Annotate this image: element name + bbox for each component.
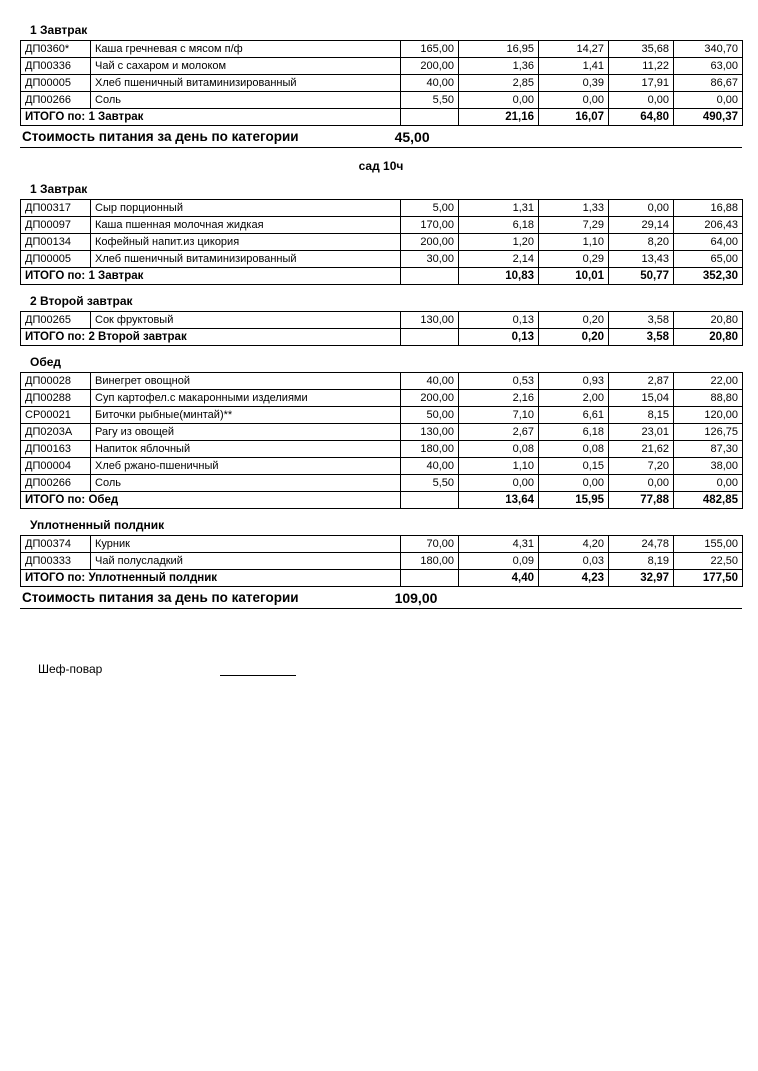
cell-qty: 5,50 [401, 92, 459, 109]
menu-table [20, 199, 743, 285]
cell-value: 6,61 [539, 407, 609, 424]
table-row [21, 92, 743, 109]
total-value: 4,23 [539, 570, 609, 587]
table-row [21, 58, 743, 75]
cell-value: 4,31 [459, 536, 539, 553]
cell-value: 0,00 [674, 475, 743, 492]
cell-value: 206,43 [674, 217, 743, 234]
cell-qty: 40,00 [401, 373, 459, 390]
cell-value: 0,13 [459, 312, 539, 329]
table-row [21, 424, 743, 441]
cell-code: ДП00266 [21, 92, 91, 109]
cell-code: ДП00288 [21, 390, 91, 407]
total-row [21, 570, 743, 587]
cell-code: ДП00317 [21, 200, 91, 217]
cell-name: Биточки рыбные(минтай)** [91, 407, 401, 424]
cell-value: 11,22 [609, 58, 674, 75]
cell-value: 0,03 [539, 553, 609, 570]
total-value: 32,97 [609, 570, 674, 587]
cell-name: Сыр порционный [91, 200, 401, 217]
cell-value: 0,15 [539, 458, 609, 475]
menu-table [20, 535, 743, 587]
cell-qty: 5,50 [401, 475, 459, 492]
total-label: ИТОГО по: 2 Второй завтрак [21, 329, 401, 346]
cell-qty: 180,00 [401, 441, 459, 458]
cell-name: Каша пшенная молочная жидкая [91, 217, 401, 234]
section-title: Уплотненный полдник [30, 518, 165, 532]
cell-qty: 40,00 [401, 458, 459, 475]
total-value: 490,37 [674, 109, 743, 126]
cell-value: 22,50 [674, 553, 743, 570]
cell-value: 0,00 [539, 475, 609, 492]
total-value: 3,58 [609, 329, 674, 346]
total-value: 10,83 [459, 268, 539, 285]
total-label: ИТОГО по: 1 Завтрак [21, 268, 401, 285]
total-row [21, 109, 743, 126]
cell-value: 0,00 [609, 200, 674, 217]
section-title: 2 Второй завтрак [30, 294, 133, 308]
cell-value: 2,87 [609, 373, 674, 390]
cell-name: Хлеб пшеничный витаминизированный [91, 75, 401, 92]
total-label: ИТОГО по: 1 Завтрак [21, 109, 401, 126]
cell-value: 155,00 [674, 536, 743, 553]
total-qty-empty [401, 570, 459, 587]
day-cost-value: 109,00 [394, 589, 438, 606]
day-cost-row [20, 587, 742, 609]
cell-name: Хлеб ржано-пшеничный [91, 458, 401, 475]
cell-name: Чай с сахаром и молоком [91, 58, 401, 75]
cell-value: 64,00 [674, 234, 743, 251]
cell-code: ДП00163 [21, 441, 91, 458]
cell-qty: 170,00 [401, 217, 459, 234]
cell-value: 0,00 [459, 475, 539, 492]
section-title: 1 Завтрак [30, 182, 88, 196]
cell-code: ДП00134 [21, 234, 91, 251]
total-label: ИТОГО по: Обед [21, 492, 401, 509]
cell-value: 2,00 [539, 390, 609, 407]
total-value: 10,01 [539, 268, 609, 285]
day-cost-value: 45,00 [394, 128, 430, 145]
cell-value: 3,58 [609, 312, 674, 329]
cell-code: ДП00266 [21, 475, 91, 492]
cell-code: ДП00336 [21, 58, 91, 75]
cell-value: 16,88 [674, 200, 743, 217]
day-cost-row [20, 126, 742, 148]
table-row [21, 407, 743, 424]
day-cost-label: Стоимость питания за день по категории [22, 129, 299, 144]
cell-qty: 130,00 [401, 312, 459, 329]
total-value: 0,20 [539, 329, 609, 346]
total-qty-empty [401, 109, 459, 126]
cell-value: 20,80 [674, 312, 743, 329]
cell-code: ДП00005 [21, 251, 91, 268]
cell-qty: 130,00 [401, 424, 459, 441]
total-qty-empty [401, 268, 459, 285]
signature-row [38, 661, 758, 676]
table-row [21, 41, 743, 58]
total-value: 482,85 [674, 492, 743, 509]
cell-value: 2,16 [459, 390, 539, 407]
cell-code: СР00021 [21, 407, 91, 424]
cell-value: 0,00 [674, 92, 743, 109]
cell-qty: 70,00 [401, 536, 459, 553]
total-value: 13,64 [459, 492, 539, 509]
cell-value: 6,18 [459, 217, 539, 234]
menu-table [20, 372, 743, 509]
cell-value: 16,95 [459, 41, 539, 58]
table-row [21, 553, 743, 570]
table-row [21, 475, 743, 492]
cell-code: ДП00004 [21, 458, 91, 475]
cell-code: ДП00097 [21, 217, 91, 234]
total-value: 0,13 [459, 329, 539, 346]
cell-value: 0,39 [539, 75, 609, 92]
cell-code: ДП0360* [21, 41, 91, 58]
cell-value: 7,29 [539, 217, 609, 234]
cell-name: Каша гречневая с мясом п/ф [91, 41, 401, 58]
cell-code: ДП00005 [21, 75, 91, 92]
cell-value: 15,04 [609, 390, 674, 407]
cell-value: 29,14 [609, 217, 674, 234]
menu-table [20, 40, 743, 126]
cell-name: Чай полусладкий [91, 553, 401, 570]
cell-code: ДП00374 [21, 536, 91, 553]
cell-name: Суп картофел.с макаронными изделиями [91, 390, 401, 407]
total-value: 15,95 [539, 492, 609, 509]
cell-value: 88,80 [674, 390, 743, 407]
cell-name: Соль [91, 92, 401, 109]
cell-value: 86,67 [674, 75, 743, 92]
cell-value: 63,00 [674, 58, 743, 75]
cell-value: 0,08 [459, 441, 539, 458]
total-value: 21,16 [459, 109, 539, 126]
total-row [21, 268, 743, 285]
section-title: 1 Завтрак [30, 23, 88, 37]
table-row [21, 75, 743, 92]
total-value: 16,07 [539, 109, 609, 126]
table-row [21, 217, 743, 234]
total-value: 4,40 [459, 570, 539, 587]
cell-name: Соль [91, 475, 401, 492]
cell-value: 120,00 [674, 407, 743, 424]
cell-name: Напиток яблочный [91, 441, 401, 458]
cell-value: 14,27 [539, 41, 609, 58]
cell-value: 8,19 [609, 553, 674, 570]
table-row [21, 234, 743, 251]
cell-value: 1,31 [459, 200, 539, 217]
cell-value: 35,68 [609, 41, 674, 58]
cell-value: 24,78 [609, 536, 674, 553]
cell-qty: 30,00 [401, 251, 459, 268]
cell-name: Винегрет овощной [91, 373, 401, 390]
cell-value: 0,53 [459, 373, 539, 390]
cell-value: 38,00 [674, 458, 743, 475]
cell-value: 4,20 [539, 536, 609, 553]
day-cost-label: Стоимость питания за день по категории [22, 590, 299, 605]
cell-name: Хлеб пшеничный витаминизированный [91, 251, 401, 268]
total-value: 20,80 [674, 329, 743, 346]
cell-value: 2,85 [459, 75, 539, 92]
cell-value: 1,10 [459, 458, 539, 475]
cell-name: Курник [91, 536, 401, 553]
cell-value: 7,20 [609, 458, 674, 475]
cell-value: 17,91 [609, 75, 674, 92]
cell-code: ДП00028 [21, 373, 91, 390]
cell-value: 8,15 [609, 407, 674, 424]
cell-code: ДП00333 [21, 553, 91, 570]
cell-value: 7,10 [459, 407, 539, 424]
cell-qty: 50,00 [401, 407, 459, 424]
total-row [21, 329, 743, 346]
menu-table [20, 311, 743, 346]
cell-name: Сок фруктовый [91, 312, 401, 329]
table-row [21, 200, 743, 217]
cell-name: Кофейный напит.из цикория [91, 234, 401, 251]
cell-name: Рагу из овощей [91, 424, 401, 441]
table-row [21, 536, 743, 553]
cell-value: 22,00 [674, 373, 743, 390]
signature-line [220, 661, 296, 676]
group-header: сад 10ч [358, 159, 404, 173]
cell-value: 2,14 [459, 251, 539, 268]
cell-value: 0,00 [609, 475, 674, 492]
cell-value: 13,43 [609, 251, 674, 268]
cell-value: 340,70 [674, 41, 743, 58]
cell-value: 6,18 [539, 424, 609, 441]
total-row [21, 492, 743, 509]
cell-value: 1,10 [539, 234, 609, 251]
cell-value: 0,09 [459, 553, 539, 570]
cell-value: 0,00 [609, 92, 674, 109]
cell-value: 8,20 [609, 234, 674, 251]
cell-value: 65,00 [674, 251, 743, 268]
table-row [21, 390, 743, 407]
cell-qty: 180,00 [401, 553, 459, 570]
cell-value: 1,20 [459, 234, 539, 251]
total-value: 64,80 [609, 109, 674, 126]
section-title: Обед [30, 355, 62, 369]
cell-value: 1,36 [459, 58, 539, 75]
cell-qty: 200,00 [401, 234, 459, 251]
table-row [21, 373, 743, 390]
table-row [21, 441, 743, 458]
cell-qty: 40,00 [401, 75, 459, 92]
cell-code: ДП00265 [21, 312, 91, 329]
cell-value: 0,20 [539, 312, 609, 329]
cell-value: 126,75 [674, 424, 743, 441]
cell-value: 23,01 [609, 424, 674, 441]
report-body [20, 14, 742, 609]
cell-value: 1,41 [539, 58, 609, 75]
table-row [21, 458, 743, 475]
total-qty-empty [401, 492, 459, 509]
cell-value: 21,62 [609, 441, 674, 458]
cell-value: 0,29 [539, 251, 609, 268]
total-qty-empty [401, 329, 459, 346]
total-value: 77,88 [609, 492, 674, 509]
cell-value: 0,00 [459, 92, 539, 109]
cell-qty: 200,00 [401, 390, 459, 407]
table-row [21, 312, 743, 329]
total-value: 352,30 [674, 268, 743, 285]
cell-value: 0,93 [539, 373, 609, 390]
cell-qty: 5,00 [401, 200, 459, 217]
signature-label: Шеф-повар [38, 662, 103, 676]
cell-value: 0,00 [539, 92, 609, 109]
cell-code: ДП0203А [21, 424, 91, 441]
total-label: ИТОГО по: Уплотненный полдник [21, 570, 401, 587]
cell-value: 87,30 [674, 441, 743, 458]
total-value: 177,50 [674, 570, 743, 587]
total-value: 50,77 [609, 268, 674, 285]
table-row [21, 251, 743, 268]
cell-value: 0,08 [539, 441, 609, 458]
cell-qty: 165,00 [401, 41, 459, 58]
cell-qty: 200,00 [401, 58, 459, 75]
cell-value: 1,33 [539, 200, 609, 217]
cell-value: 2,67 [459, 424, 539, 441]
